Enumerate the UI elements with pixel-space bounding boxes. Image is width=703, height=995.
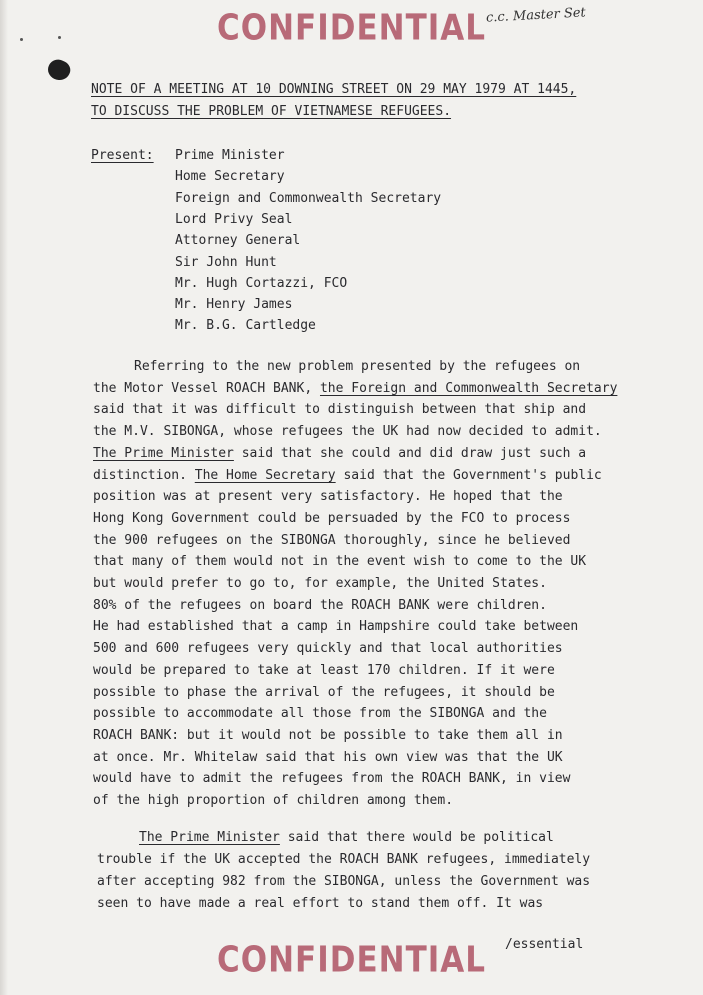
text-segment: at once. Mr. Whitelaw said that his own view was that the UK — [93, 749, 563, 765]
text-line — [93, 771, 570, 787]
confidential-stamp-bottom: CONFIDENTIAL — [216, 939, 487, 981]
text-line — [139, 830, 554, 846]
text-line — [93, 511, 570, 527]
attendee: Prime Minister — [175, 148, 285, 163]
text-line — [93, 641, 563, 657]
text-line — [93, 402, 586, 418]
text-line — [93, 424, 602, 440]
text-line — [93, 489, 563, 505]
text-segment: possible to accommodate all those from the SIBONGA and the — [93, 706, 547, 722]
text-segment: ROACH BANK: but it would not be possible to take them all in — [93, 727, 563, 743]
text-segment: He had established that a camp in Hampshire could take between — [93, 619, 579, 635]
attendee: Sir John Hunt — [175, 254, 277, 270]
text-segment: position was at present very satisfactory. He hoped that the — [93, 489, 563, 505]
text-segment: that many of them would not in the event wish to come to the UK — [93, 554, 587, 570]
handwritten-annotation: c.c. Master Set — [485, 5, 587, 26]
text-line — [97, 874, 590, 890]
underlined-speaker: The Prime Minister — [93, 445, 234, 461]
underlined-speaker: The Prime Minister — [139, 830, 280, 845]
heading-line-1: NOTE OF A MEETING AT 10 DOWNING STREET ON 29 MAY 1979 AT 1445, — [91, 82, 577, 97]
catchword: /essential — [505, 937, 584, 952]
text-segment: but would prefer to go to, for example, the United States. — [93, 576, 547, 591]
text-line — [93, 619, 578, 635]
attendee: Foreign and Commonwealth Secretary — [175, 190, 442, 206]
text-segment: said that there would be political — [279, 830, 554, 845]
text-segment: possible to phase the arrival of the refugees, it should be — [93, 684, 555, 700]
confidential-stamp-top: CONFIDENTIAL — [216, 7, 487, 49]
text-segment: would be prepared to take at least 170 children. If it were — [93, 662, 555, 678]
present-label: Present: — [91, 148, 154, 163]
text-line — [93, 598, 547, 614]
text-segment: the Motor Vessel ROACH BANK, — [93, 380, 320, 396]
attendee: Lord Privy Seal — [175, 211, 293, 227]
text-line — [93, 533, 570, 549]
text-segment: the 900 refugees on the SIBONGA thoroughly, since he believed — [93, 532, 571, 548]
text-segment: would have to admit the refugees from the ROACH BANK, in view — [93, 771, 571, 787]
text-segment: 500 and 600 refugees very quickly and that local authorities — [93, 641, 563, 657]
text-line — [93, 706, 547, 722]
underlined-speaker: the Foreign and Commonwealth Secretary — [319, 380, 618, 396]
text-segment: trouble if the UK accepted the ROACH BANK refugees, immediately — [97, 852, 591, 867]
text-line — [93, 446, 586, 462]
text-line — [93, 750, 563, 766]
underlined-speaker: The Home Secretary — [194, 467, 336, 483]
text-line — [93, 728, 563, 744]
text-segment: Hong Kong Government could be persuaded by the FCO to process — [93, 510, 571, 526]
punch-hole — [45, 56, 73, 83]
text-line — [93, 381, 617, 397]
text-line — [134, 359, 580, 375]
text-segment: distinction. — [93, 467, 195, 483]
attendee: Mr. Henry James — [175, 297, 293, 313]
text-segment: seen to have made a real effort to stand them off. It was — [97, 896, 544, 911]
text-segment: Referring to the new problem presented by the refugees on — [134, 359, 581, 374]
text-segment: of the high proportion of children among them. — [93, 793, 454, 808]
text-segment: the M.V. SIBONGA, whose refugees the UK had now decided to admit. — [93, 424, 602, 440]
heading-line-2: TO DISCUSS THE PROBLEM OF VIETNAMESE REFUGEES. — [91, 104, 452, 119]
text-segment: said that the Government's public — [335, 467, 602, 483]
text-line — [97, 852, 590, 868]
text-line — [93, 793, 453, 809]
text-segment: said that it was difficult to distinguish between that ship and — [93, 402, 587, 418]
text-line — [93, 554, 586, 570]
text-line — [93, 576, 547, 592]
text-line — [93, 468, 602, 484]
text-segment: 80% of the refugees on board the ROACH BANK were children. — [93, 597, 547, 613]
attendee: Mr. B.G. Cartledge — [175, 318, 316, 334]
attendee: Home Secretary — [175, 169, 285, 185]
text-segment: said that she could and did draw just such a — [233, 445, 587, 461]
page-edge — [0, 0, 8, 995]
text-segment: after accepting 982 from the SIBONGA, unless the Government was — [97, 874, 591, 889]
attendee: Mr. Hugh Cortazzi, FCO — [175, 275, 348, 291]
text-line — [93, 685, 555, 701]
text-line — [97, 896, 543, 912]
text-line — [93, 663, 555, 679]
attendee: Attorney General — [175, 233, 301, 249]
